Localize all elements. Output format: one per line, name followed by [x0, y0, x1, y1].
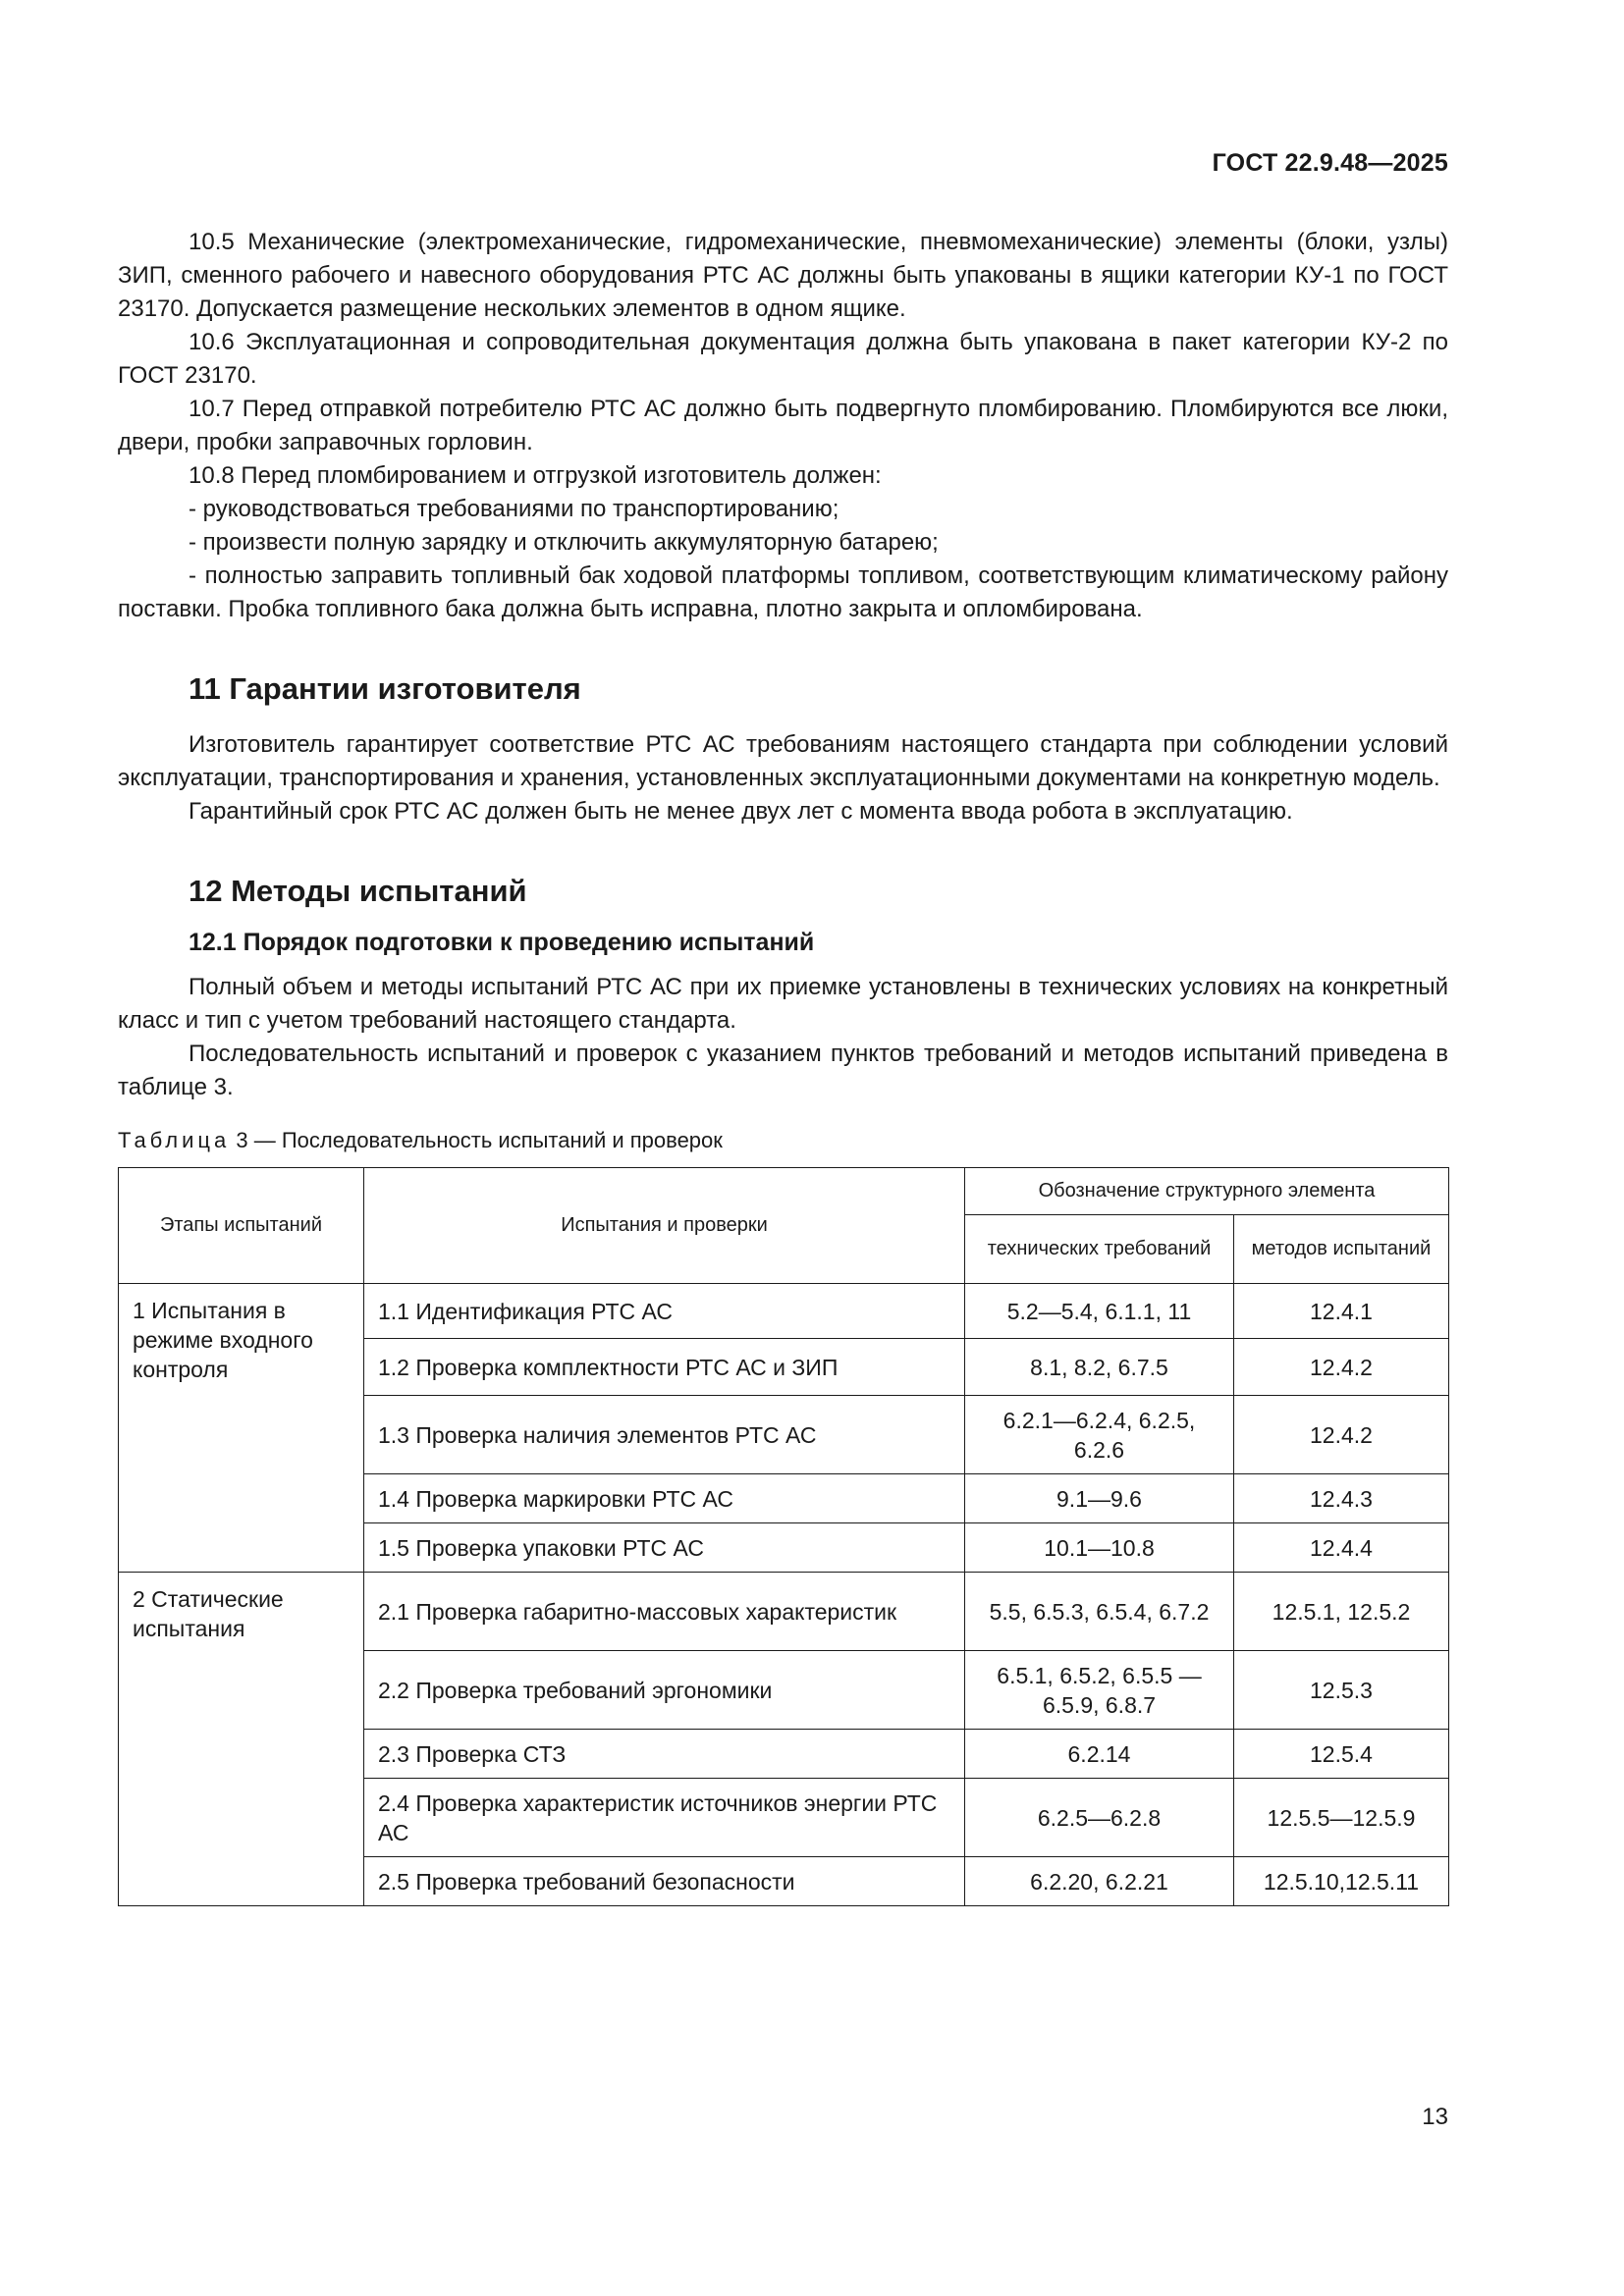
methods-cell: 12.4.3 [1234, 1474, 1449, 1523]
requirements-cell: 6.2.1—6.2.4, 6.2.5, 6.2.6 [965, 1396, 1234, 1474]
header-stages: Этапы испытаний [119, 1168, 364, 1284]
paragraph-warranty-2: Гарантийный срок РТС АС должен быть не менее двух лет с момента ввода робота в эксплуатацию. [189, 798, 1293, 825]
test-cell: 2.4 Проверка характеристик источников энергии РТС АС [364, 1779, 965, 1857]
methods-cell: 12.4.2 [1234, 1396, 1449, 1474]
section-12-heading: 12 Методы испытаний [189, 874, 527, 908]
paragraph-tests-1: Полный объем и методы испытаний РТС АС при их приемке установлены в технических условиях на конкретный класс и тип с учетом требований настоящего стандарта. [118, 974, 1448, 1034]
table-row [119, 1284, 1449, 1339]
requirements-cell: 6.2.20, 6.2.21 [965, 1857, 1234, 1906]
stage-1-cell: 1 Испытания в режиме входного контроля [119, 1284, 364, 1573]
test-cell: 1.5 Проверка упаковки РТС АС [364, 1523, 965, 1573]
header-tests: Испытания и проверки [364, 1168, 965, 1284]
requirements-cell: 10.1—10.8 [965, 1523, 1234, 1573]
test-cell: 1.3 Проверка наличия элементов РТС АС [364, 1396, 965, 1474]
page-content [118, 226, 1448, 1906]
tests-table [118, 1167, 1449, 1906]
methods-cell: 12.5.5—12.5.9 [1234, 1779, 1449, 1857]
paragraph-tests-2: Последовательность испытаний и проверок с указанием пунктов требований и методов испытаний приведена в таблице 3. [118, 1041, 1448, 1100]
requirements-cell: 8.1, 8.2, 6.7.5 [965, 1339, 1234, 1396]
paragraph-warranty-1: Изготовитель гарантирует соответствие РТС АС требованиям настоящего стандарта при соблюдении условий эксплуатации, транспортирования и хранения, установленных эксплуатационными документами на конкретную модель. [118, 731, 1448, 791]
test-cell: 2.2 Проверка требований эргономики [364, 1651, 965, 1730]
test-cell: 1.4 Проверка маркировки РТС АС [364, 1474, 965, 1523]
header-methods: методов испытаний [1234, 1215, 1449, 1284]
methods-cell: 12.5.1, 12.5.2 [1234, 1573, 1449, 1651]
paragraph-10-6: 10.6 Эксплуатационная и сопроводительная документация должна быть упакована в пакет категории КУ-2 по ГОСТ 23170. [118, 329, 1448, 389]
methods-cell: 12.5.4 [1234, 1730, 1449, 1779]
methods-cell: 12.4.2 [1234, 1339, 1449, 1396]
requirements-cell: 6.5.1, 6.5.2, 6.5.5 — 6.5.9, 6.8.7 [965, 1651, 1234, 1730]
requirements-cell: 6.2.14 [965, 1730, 1234, 1779]
requirements-cell: 5.2—5.4, 6.1.1, 11 [965, 1284, 1234, 1339]
requirements-cell: 9.1—9.6 [965, 1474, 1234, 1523]
paragraph-10-8: 10.8 Перед пломбированием и отгрузкой изготовитель должен: [189, 462, 882, 489]
methods-cell: 12.4.1 [1234, 1284, 1449, 1339]
section-11-heading: 11 Гарантии изготовителя [189, 671, 581, 706]
test-cell: 2.1 Проверка габаритно-массовых характеристик [364, 1573, 965, 1651]
table-row [119, 1573, 1449, 1651]
standard-code: ГОСТ 22.9.48—2025 [1212, 149, 1448, 177]
test-cell: 1.1 Идентификация РТС АС [364, 1284, 965, 1339]
list-item: - полностью заправить топливный бак ходовой платформы топливом, соответствующим климатическому району поставки. Пробка топливного бака должна быть исправна, плотно закрыта и опломбирована. [118, 562, 1448, 622]
subsection-12-1-heading: 12.1 Порядок подготовки к проведению испытаний [189, 929, 815, 956]
stage-2-cell: 2 Статические испытания [119, 1573, 364, 1906]
methods-cell: 12.5.3 [1234, 1651, 1449, 1730]
requirements-cell: 5.5, 6.5.3, 6.5.4, 6.7.2 [965, 1573, 1234, 1651]
paragraph-10-7: 10.7 Перед отправкой потребителю РТС АС должно быть подвергнуто пломбированию. Пломбируются все люки, двери, пробки заправочных горловин. [118, 396, 1448, 455]
list-item: - произвести полную зарядку и отключить аккумуляторную батарею; [189, 529, 939, 556]
requirements-cell: 6.2.5—6.2.8 [965, 1779, 1234, 1857]
test-cell: 2.3 Проверка СТЗ [364, 1730, 965, 1779]
paragraph-10-5: 10.5 Механические (электромеханические, гидромеханические, пневмомеханические) элементы (блоки, узлы) ЗИП, сменного рабочего и навесного оборудования РТС АС должны быть упакованы в ящики категории КУ-1 по ГОСТ 23170. Допускается размещение нескольких элементов в одном ящике. [118, 229, 1448, 322]
list-item: - руководствоваться требованиями по транспортированию; [189, 496, 839, 522]
table-caption: Таблица 3 — Последовательность испытаний и проверок [118, 1128, 723, 1152]
page-number: 13 [1422, 2104, 1448, 2130]
methods-cell: 12.4.4 [1234, 1523, 1449, 1573]
test-cell: 1.2 Проверка комплектности РТС АС и ЗИП [364, 1339, 965, 1396]
header-requirements: технических требований [965, 1215, 1234, 1284]
test-cell: 2.5 Проверка требований безопасности [364, 1857, 965, 1906]
methods-cell: 12.5.10,12.5.11 [1234, 1857, 1449, 1906]
header-designation: Обозначение структурного элемента [965, 1168, 1449, 1215]
